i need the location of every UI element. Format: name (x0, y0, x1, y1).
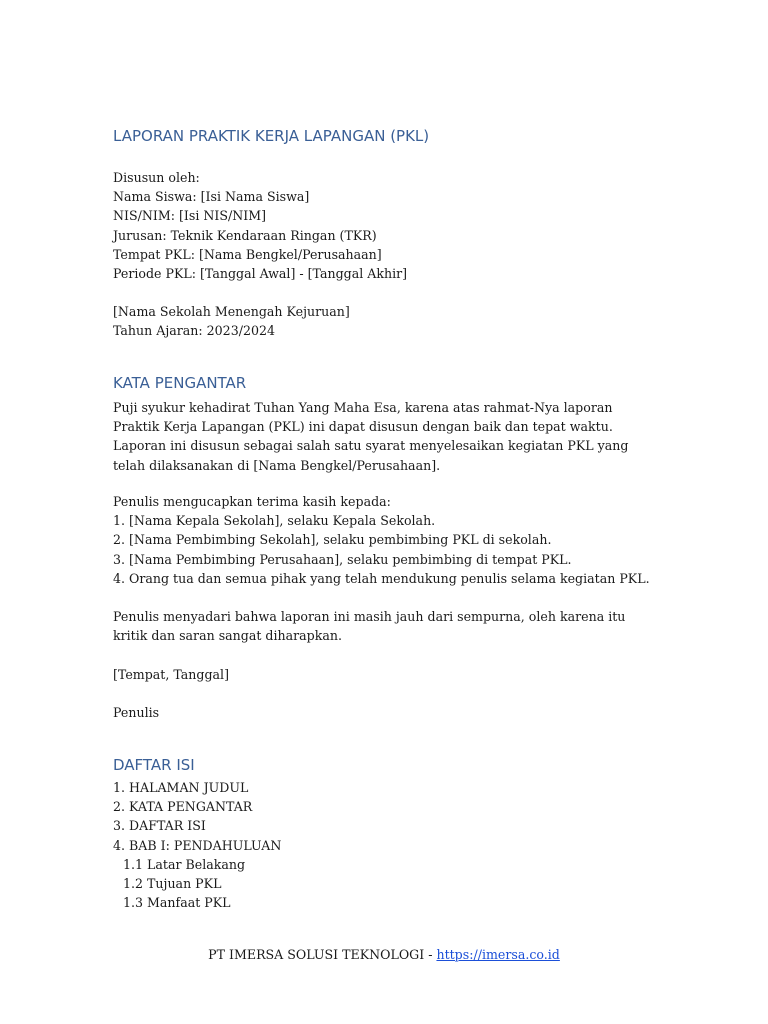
toc-subitem: 1.1 Latar Belakang (123, 856, 246, 872)
author (113, 703, 673, 722)
toc-item: 3. DAFTAR ISI (113, 818, 206, 834)
toc-item: 2. KATA PENGANTAR (113, 799, 253, 815)
toc-subitem: 1.3 Manfaat PKL (123, 895, 231, 911)
thanks-item: 3. [Nama Pembimbing Perusahaan], selaku pembimbing di tempat PKL. (113, 551, 572, 567)
cover-line-student-name: Nama Siswa: [Isi Nama Siswa] (113, 189, 310, 205)
intro-paragraph: Puji syukur kehadirat Tuhan Yang Maha Esa, karena atas rahmat-Nya laporan Praktik Kerja Lapangan (PKL) ini dapat disusun dengan baik dan tepat waktu. Laporan ini disusun sebagai salah satu syarat menyelesaikan kegiatan PKL yang telah dilaksanakan di [Nama Bengkel/Perusahaan]. (113, 400, 629, 473)
school-name: [Nama Sekolah Menengah Kejuruan] (113, 304, 350, 319)
author-text: Penulis (113, 705, 160, 720)
closing-section (113, 607, 673, 645)
thanks-item: 2. [Nama Pembimbing Sekolah], selaku pembimbing PKL di sekolah. (113, 532, 552, 548)
cover-school (113, 302, 673, 340)
cover-line-place: Tempat PKL: [Nama Bengkel/Perusahaan] (113, 246, 382, 262)
cover-line-major: Jurusan: Teknik Kendaraan Ringan (TKR) (113, 227, 377, 243)
thanks-item: 1. [Nama Kepala Sekolah], selaku Kepala Sekolah. (113, 513, 436, 529)
thanks-intro: Penulis mengucapkan terima kasih kepada: (113, 494, 391, 509)
thanks-section (113, 492, 673, 588)
cover-line-period: Periode PKL: [Tanggal Awal] - [Tanggal Akhir] (113, 266, 408, 282)
toc-item: 4. BAB I: PENDAHULUAN (113, 837, 282, 853)
page-footer (0, 946, 768, 964)
closing-paragraph: Penulis menyadari bahwa laporan ini masih jauh dari sempurna, oleh karena itu kritik dan saran sangat diharapkan. (113, 609, 626, 644)
table-of-contents (113, 778, 673, 912)
cover-line-prepared-by: Disusun oleh: (113, 170, 200, 185)
academic-year: Tahun Ajaran: 2023/2024 (113, 323, 276, 339)
toc-subitem: 1.2 Tujuan PKL (123, 876, 222, 892)
cover-line-student-id: NIS/NIM: [Isi NIS/NIM] (113, 208, 267, 224)
heading-kata-pengantar: KATA PENGANTAR (113, 374, 247, 392)
place-date-text: [Tempat, Tanggal] (113, 667, 229, 682)
footer-link[interactable]: https://imersa.co.id (436, 947, 560, 962)
heading-daftar-isi: DAFTAR ISI (113, 756, 195, 774)
kata-pengantar-intro (113, 398, 673, 475)
toc-item: 1. HALAMAN JUDUL (113, 780, 249, 795)
place-date (113, 665, 673, 684)
thanks-item: 4. Orang tua dan semua pihak yang telah mendukung penulis selama kegiatan PKL. (113, 570, 650, 586)
document-title: LAPORAN PRAKTIK KERJA LAPANGAN (PKL) (113, 127, 430, 145)
footer-company: PT IMERSA SOLUSI TEKNOLOGI - (208, 947, 437, 962)
cover-info (113, 168, 673, 283)
